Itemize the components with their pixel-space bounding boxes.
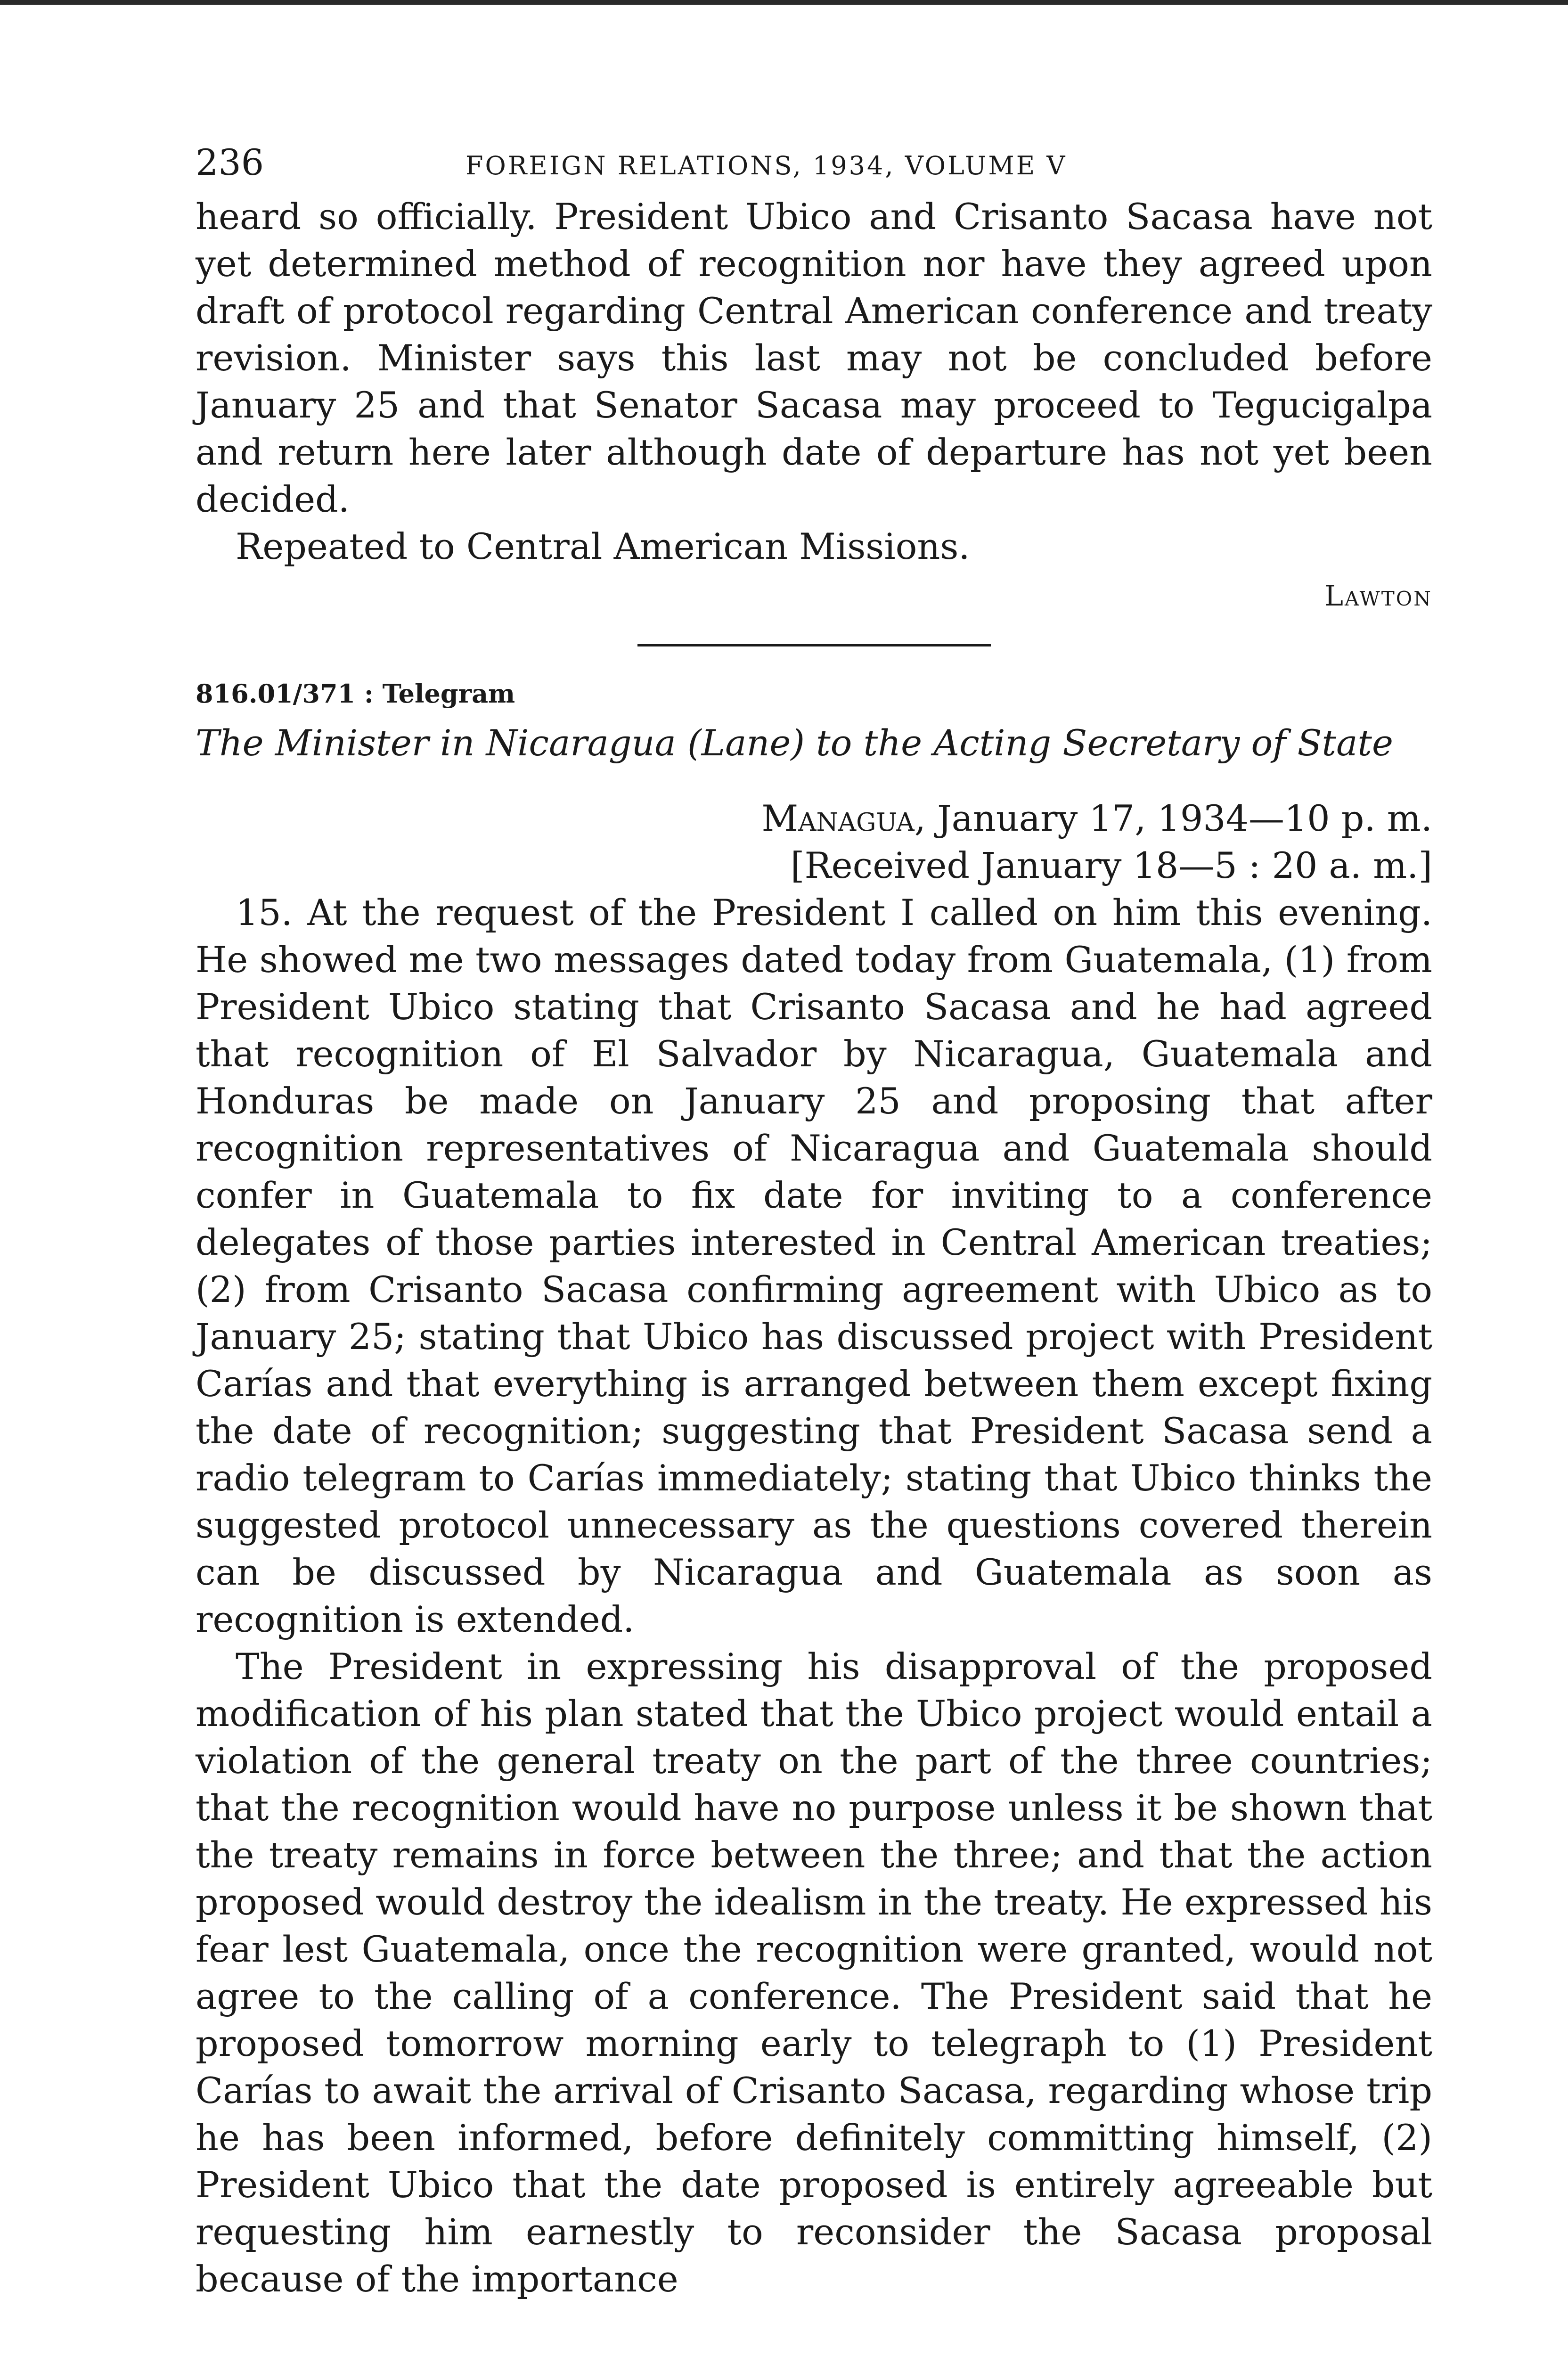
running-header: [196, 141, 1432, 193]
document-heading: The Minister in Nicaragua (Lane) to the Acting Secretary of State: [196, 722, 1393, 764]
dateline: [196, 795, 1432, 842]
page-number: 236: [196, 141, 264, 183]
document-page: [196, 141, 1432, 2303]
continuation-paragraph: heard so officially. President Ubico and Crisanto Sacasa have not yet determined method of recognition nor have they agreed upon draft of protocol regarding Central American conference and treaty revision. Minister says this last may not be concluded before January 25 and that Senator Sacasa may proceed to Tegucigalpa and return here later although date of departure has not yet been decided.: [196, 196, 1432, 520]
telegram-paragraph-1: 15. At the request of the President I called on him this evening. He showed me two messages dated today from Guatemala, (1) from President Ubico stating that Crisanto Sacasa and he had agreed that recognition of El Salvador by Nicaragua, Guatemala and Honduras be made on January 25 and proposing that after recognition representatives of Nicaragua and Guatemala should confer in Guatemala to fix date for inviting to a conference delegates of those parties interested in Central American treaties; (2) from Crisanto Sacasa confirming agreement with Ubico as to January 25; stating that Ubico has discussed project with President Carías and that everything is arranged between them except fixing the date of recognition; suggesting that President Sacasa send a radio telegram to Carías immediately; stating that Ubico thinks the suggested protocol unnecessary as the questions covered therein can be discussed by Nicaragua and Guatemala as soon as recognition is extended.: [196, 892, 1432, 1640]
repeated-note: Repeated to Central American Missions.: [236, 525, 970, 567]
top-border-rule: [0, 0, 1568, 5]
dateline-date: , January 17, 1934—10 p. m.: [914, 797, 1432, 839]
signature-lawton: Lawton: [1324, 580, 1432, 613]
running-title: FOREIGN RELATIONS, 1934, VOLUME V: [466, 151, 1067, 180]
file-reference: 816.01/371 : Telegram: [196, 679, 515, 709]
telegram-paragraph-2: The President in expressing his disapproval of the proposed modification of his plan stated that the Ubico project would entail a violation of the general treaty on the part of the three countries; that the recognition would have no purpose unless it be shown that the treaty remains in force between the three; and that the action proposed would destroy the idealism in the treaty. He expressed his fear lest Guatemala, once the recognition were granted, would not agree to the calling of a conference. The President said that he proposed tomorrow morning early to telegraph to (1) President Carías to await the arrival of Crisanto Sacasa, regarding whose trip he has been informed, before definitely committing himself, (2) President Ubico that the date proposed is entirely agreeable but requesting him earnestly to reconsider the Sacasa proposal because of the importance: [196, 1645, 1432, 2300]
received-line: [Received January 18—5 : 20 a. m.]: [790, 844, 1432, 886]
dateline-place: Managua: [761, 797, 915, 839]
section-divider: [637, 644, 991, 646]
